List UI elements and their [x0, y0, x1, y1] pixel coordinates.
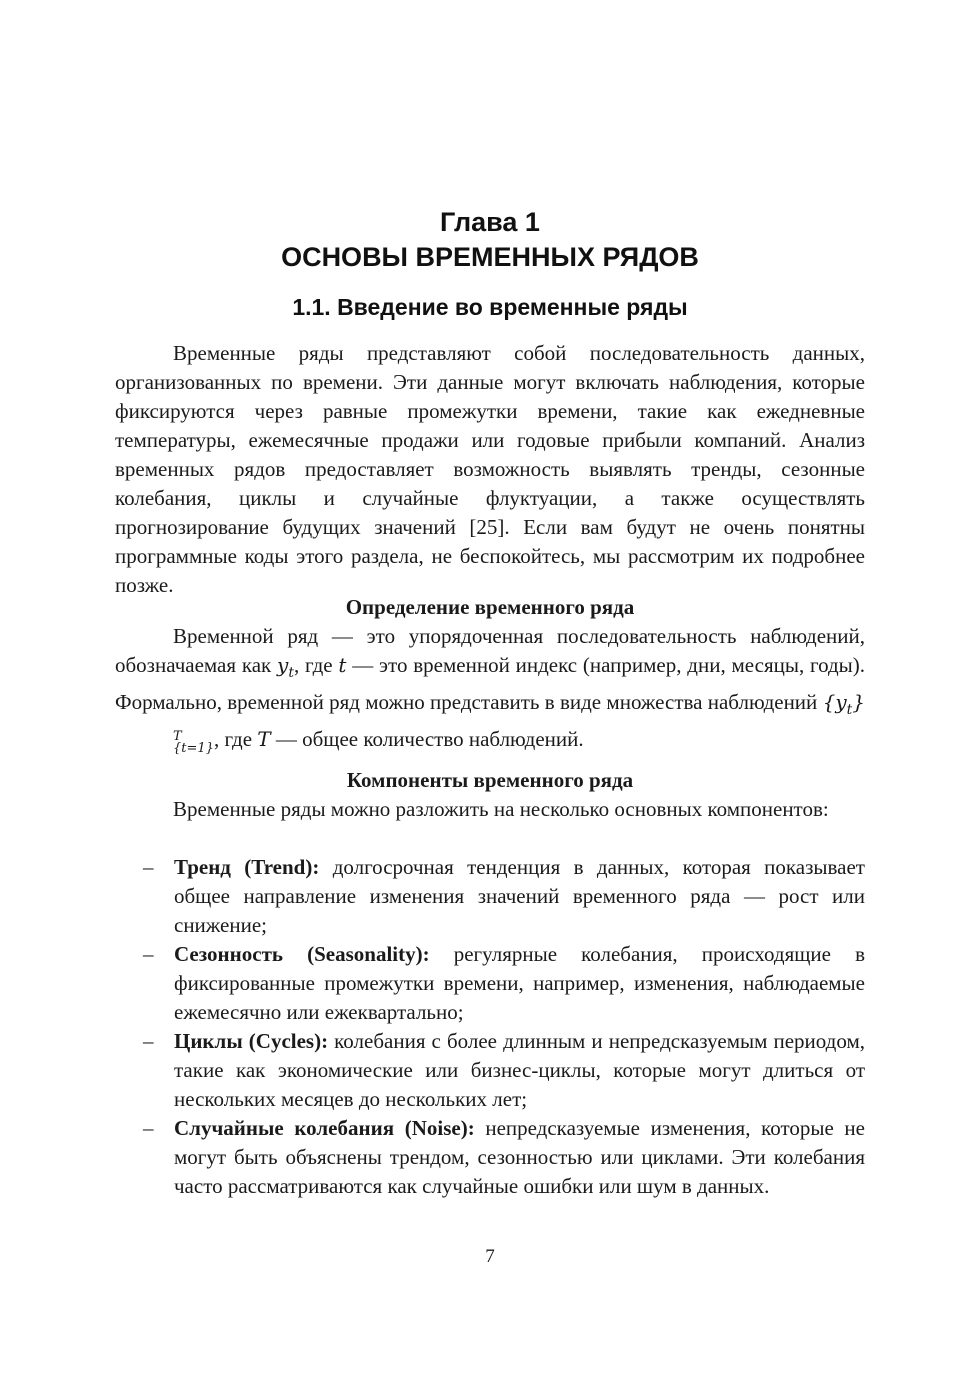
- list-item-cycles: [115, 1027, 865, 1114]
- definition-text-2: , где: [293, 653, 339, 677]
- definition-text-1: Временной ряд — это упорядоченная последовательность наблюдений, обозначаемая как: [115, 624, 865, 677]
- list-item-text: долгосрочная тенденция в данных, которая показывает общее направление изменения значений временного ряда — рост или снижение;: [174, 855, 865, 937]
- definition-text-4: , где: [213, 727, 258, 751]
- intro-paragraph: Временные ряды представляют собой последовательность данных, организованных по времени. Эти данные могут включать наблюдения, которые фиксируются через равные промежутки времени, такие как ежедневные температуры, ежемесячные продажи или годовые прибыли компаний. Анализ временных рядов предоставляет возможность выявлять тренды, сезонные колебания, циклы и случайные флуктуации, а также осуществлять прогнозирование будущих значений [25]. Если вам будут не очень понятны программные коды этого раздела, не беспокойтесь, мы рассмотрим их подробнее позже.: [115, 341, 865, 597]
- definition-text-3: — это временной индекс (например, дни, месяцы, годы). Формально, временной ряд можно представить в виде множества наблюдений: [115, 653, 866, 714]
- bullet-dash: –: [143, 942, 154, 966]
- section-title: 1.1. Введение во временные ряды: [292, 294, 688, 320]
- list-item-seasonality: [115, 940, 865, 1027]
- definition-block: [115, 622, 865, 755]
- bullet-dash: –: [143, 855, 154, 879]
- list-item-term: Сезонность (Seasonality):: [174, 942, 430, 966]
- bullet-dash: –: [143, 1116, 154, 1140]
- components-list: [115, 853, 865, 1201]
- list-item-term: Тренд (Trend):: [174, 855, 320, 879]
- definition-heading: Определение временного ряда: [345, 595, 635, 619]
- list-item-text: непредсказуемые изменения, которые не могут быть объяснены трендом, сезонностью или циклами. Эти колебания часто рассматриваются как случайные ошибки или шум в данных.: [174, 1116, 865, 1198]
- math-y: $y_t$: [277, 653, 294, 681]
- components-intro: Временные ряды можно разложить на несколько основных компонентов:: [173, 797, 829, 821]
- list-item-term: Циклы (Cycles):: [174, 1029, 329, 1053]
- components-intro-block: [115, 795, 865, 824]
- list-item-trend: [115, 853, 865, 940]
- math-T: T: [257, 727, 271, 751]
- intro-block: [115, 339, 865, 600]
- math-t: t: [338, 653, 347, 677]
- definition-text-5: — общее количество наблюдений.: [270, 727, 584, 751]
- list-item-term: Случайные колебания (Noise):: [174, 1116, 475, 1140]
- list-item-text: регулярные колебания, происходящие в фиксированные промежутки времени, например, изменения, наблюдаемые ежемесячно или ежеквартально;: [174, 942, 865, 1024]
- chapter-title: ОСНОВЫ ВРЕМЕННЫХ РЯДОВ: [281, 242, 699, 272]
- components-heading: Компоненты временного ряда: [346, 768, 634, 792]
- list-item-noise: [115, 1114, 865, 1201]
- chapter-label: Глава 1: [440, 207, 540, 237]
- list-item-text: колебания с более длинным и непредсказуемым периодом, такие как экономические или бизнес-циклы, которые могут длиться от нескольких месяцев до нескольких лет;: [174, 1029, 865, 1111]
- page-number: 7: [485, 1246, 495, 1267]
- math-set: $\{y_t\}$ T {t=1}: [173, 690, 865, 756]
- bullet-dash: –: [143, 1029, 154, 1053]
- definition-paragraph: [115, 622, 865, 755]
